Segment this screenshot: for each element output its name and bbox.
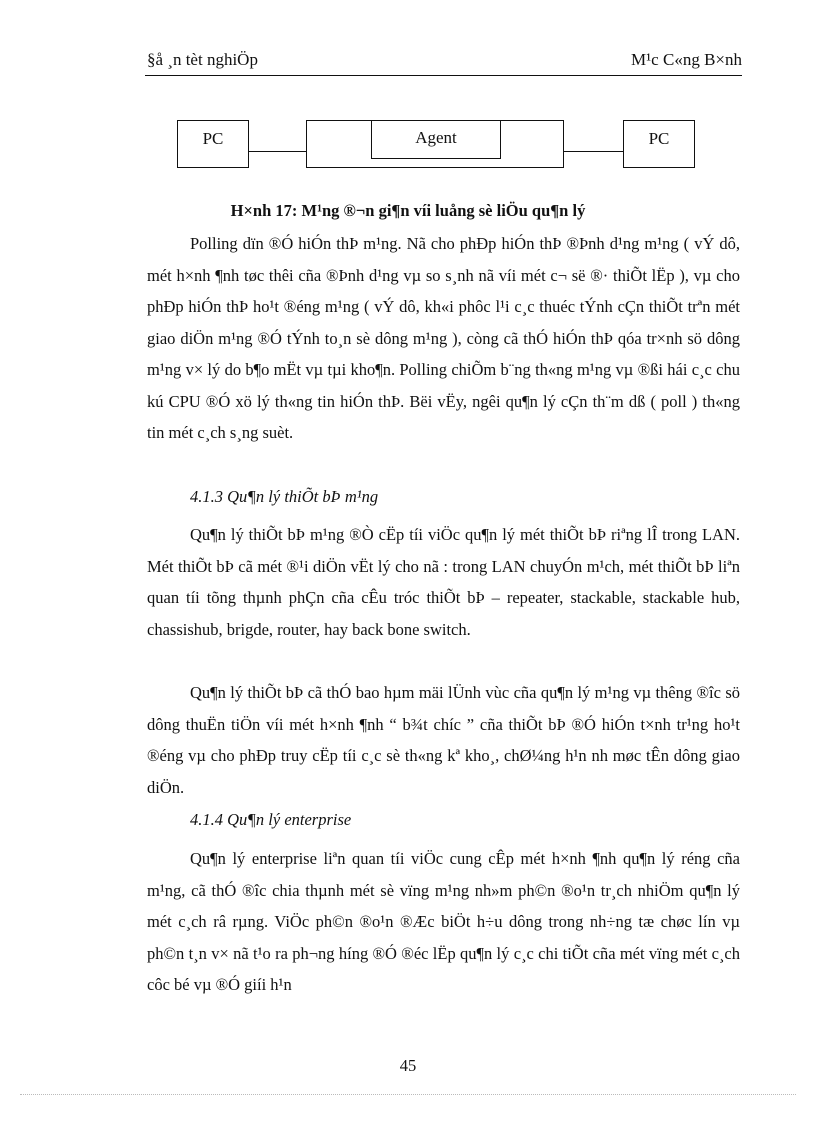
page-bottom-divider (20, 1094, 796, 1095)
pc-right-label: PC (648, 129, 670, 148)
section-heading-device-management: 4.1.3 Qu¶n lý thiÕt bÞ m¹ng (190, 487, 379, 506)
agent-box (371, 120, 501, 159)
pc-left-box (177, 120, 249, 168)
link-right (563, 151, 623, 152)
agent-label: Agent (415, 128, 457, 147)
paragraph-device-management: Qu¶n lý thiÕt bÞ m¹ng ®Ò cËp tíi viÖc qu¶n lý mét thiÕt bÞ riªng lÎ trong LAN. Mét thiÕt bÞ cã mét ®¹i diÖn vËt lý cho nã : trong LAN chuyÓn m¹ch, mét thiÕt bÞ liªn quan tíi tõng thµnh phÇn cña cÊu tróc thiÕt bÞ – repeater, stackable, stackable hub, chassishub, brigde, router, hay back bone switch. (147, 525, 740, 639)
pc-left-label: PC (202, 129, 224, 148)
header-title: §å ¸n tèt nghiÖp (147, 50, 258, 69)
pc-right-box (623, 120, 695, 168)
section-heading-enterprise: 4.1.4 Qu¶n lý enterprise (190, 810, 352, 829)
paragraph-device-overview: Qu¶n lý thiÕt bÞ cã thÓ bao hµm mäi lÜnh vùc cña qu¶n lý m¹ng vµ thêng ®îc sö dông thuËn tiÖn víi mét h×nh ¶nh “ b¾t chíc ” cña thiÕt bÞ ®Ó hiÓn t×nh tr¹ng ho¹t ®éng vµ cho phÐp truy cËp tíi c¸c sè th«ng kª kho¸, chØ¼ng h¹n nh møc tÊn dông giao diÖn. (147, 683, 740, 797)
paragraph-polling: Polling dïn ®Ó hiÓn thÞ m¹ng. Nã cho phÐp hiÓn thÞ ®Þnh d¹ng m¹ng ( vÝ dô, mét h×nh ¶nh tøc thêi cña ®Þnh d¹ng vµ so s¸nh nã víi mét c¬ së ®· thiÕt lËp ), vµ cho phÐp hiÓn thÞ ho¹t ®éng m¹ng ( vÝ dô, kh«i phôc l¹i c¸c thuéc tÝnh cÇn thiÕt trªn mét giao diÖn m¹ng ®Ó tÝnh to¸n sè dông m¹ng ), còng cã thÓ hiÓn thÞ qóa tr×nh sö dông m¹ng v× lý do b¶o mËt vµ tµi kho¶n. Polling chiÕm b¨ng th«ng m¹ng vµ ®ßi hái c¸c chu kú CPU ®Ó xö lý th«ng tin hiÓn thÞ. Bëi vËy, ngêi qu¶n lý cÇn th¨m dß ( poll ) th«ng tin mét c¸ch s¸ng suèt. (147, 234, 740, 442)
paragraph-enterprise: Qu¶n lý enterprise liªn quan tíi viÖc cung cÊp mét h×nh ¶nh qu¶n lý réng cña m¹ng, cã thÓ ®îc chia thµnh mét sè vïng m¹ng nh»m ph©n ®o¹n tr¸ch nhiÖm qu¶n lý mét c¸ch râ rµng. ViÖc ph©n ®o¹n ®Æc biÖt h÷u dông trong nh÷ng tæ chøc lín vµ ph©n t¸n v× nã t¹o ra ph¬ng híng ®Ó ®éc lËp qu¶n lý c¸c chi tiÕt cña mét vïng mét c¸ch côc bé vµ ®Ó giíi h¹n (147, 849, 740, 994)
page-number: 45 (399, 1056, 417, 1075)
figure-caption: H×nh 17: M¹ng ®¬n gi¶n víi luång sè liÖu qu¶n lý (230, 201, 586, 220)
link-left (248, 151, 306, 152)
header-divider (145, 75, 742, 76)
header-author: M¹c C«ng B×nh (630, 50, 742, 69)
